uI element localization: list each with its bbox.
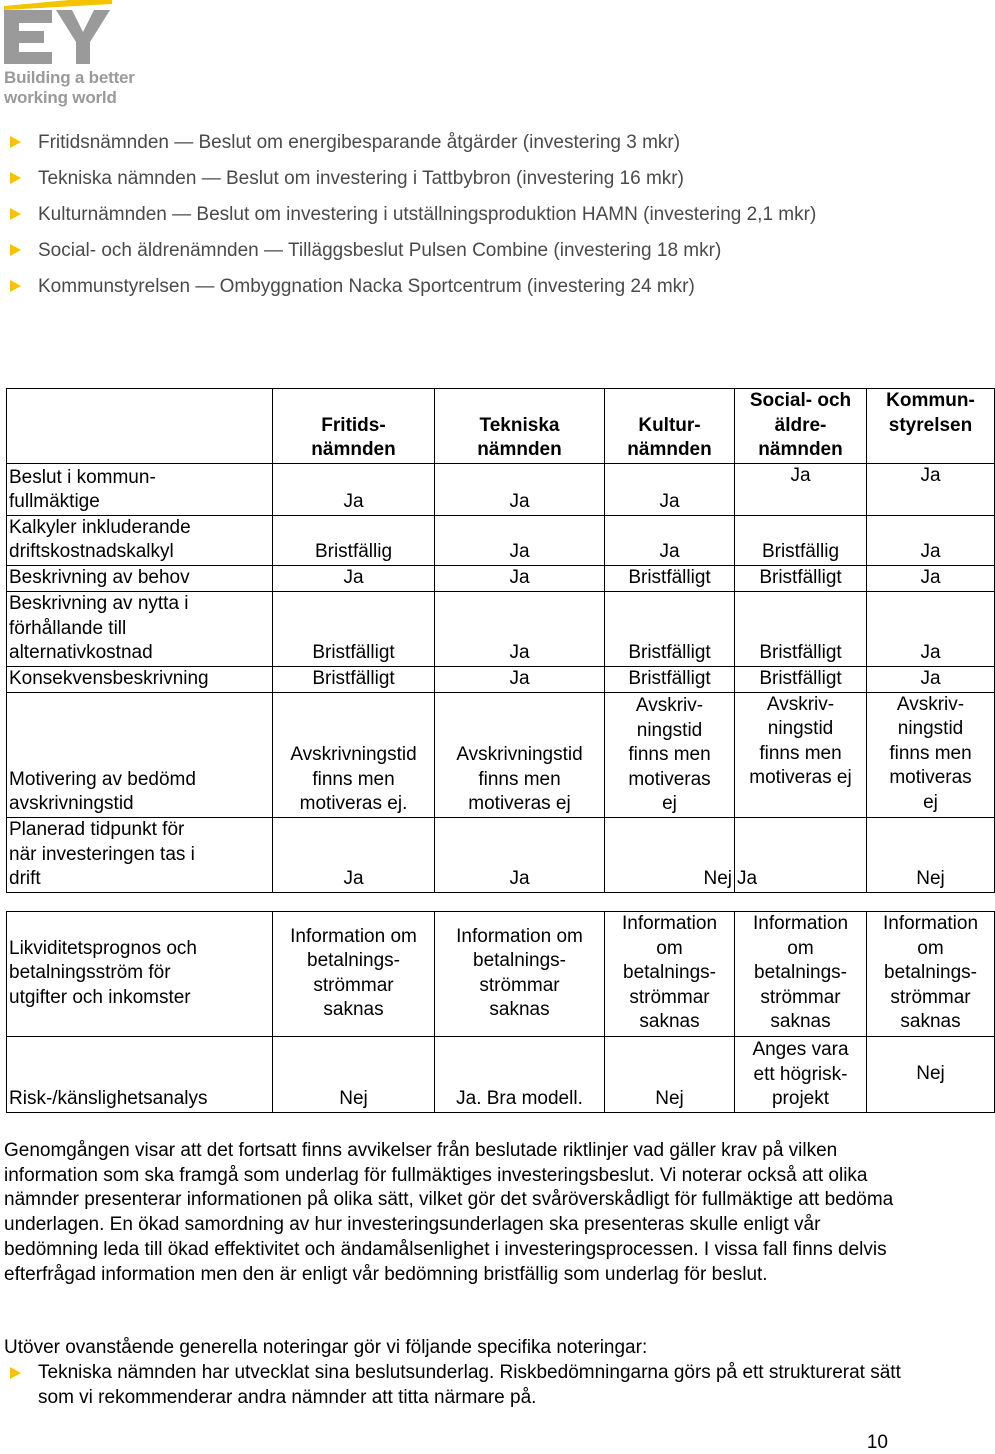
list-item xyxy=(8,1361,908,1410)
row-label: Motivering av bedömd avskrivningstid xyxy=(7,692,273,817)
bullet-triangle-icon xyxy=(10,172,21,184)
table-cell: Ja xyxy=(273,463,435,515)
row-label: Kalkyler inkluderande driftskostnadskalkyl xyxy=(7,515,273,565)
specific-notes-list xyxy=(8,1361,908,1410)
column-header: Tekniska nämnden xyxy=(435,389,605,464)
row-label: Planerad tidpunkt för när investeringen tas i drift xyxy=(7,817,273,892)
list-item xyxy=(8,274,908,299)
table-row xyxy=(7,666,995,692)
table-cell: Bristfällig xyxy=(735,515,867,565)
table-cell: Ja xyxy=(735,463,867,515)
column-header: Kommun- styrelsen xyxy=(867,389,995,464)
table-cell: Ja xyxy=(435,515,605,565)
table-cell: Ja xyxy=(273,817,435,892)
table-cell: Bristfälligt xyxy=(605,591,735,666)
table-cell: Bristfälligt xyxy=(735,591,867,666)
table-cell: Avskriv- ningstid finns men motiveras ej xyxy=(867,692,995,817)
page-number: 10 xyxy=(866,1432,888,1453)
table-cell: Ja xyxy=(435,666,605,692)
table-cell: Ja xyxy=(435,591,605,666)
tagline-line-1: Building a better xyxy=(4,68,135,87)
table-cell: Ja xyxy=(605,515,735,565)
table-cell: Bristfälligt xyxy=(735,666,867,692)
bullet-triangle-icon xyxy=(10,208,21,220)
table-row xyxy=(7,591,995,666)
table-cell: Ja xyxy=(435,565,605,591)
table-cell: Bristfälligt xyxy=(605,565,735,591)
table-cell: Avskriv- ningstid finns men motiveras ej xyxy=(605,692,735,817)
table-row xyxy=(7,515,995,565)
table-row xyxy=(7,817,995,892)
table-cell: Ja xyxy=(867,515,995,565)
table-cell: Ja xyxy=(273,565,435,591)
row-label: Beskrivning av nytta i förhållande till alternativkostnad xyxy=(7,591,273,666)
table-cell: Ja xyxy=(435,463,605,515)
list-item-text: Kommunstyrelsen — Ombyggnation Nacka Sportcentrum (investering 24 mkr) xyxy=(38,276,695,297)
decision-list xyxy=(8,130,908,310)
table-cell: Avskriv- ningstid finns men motiveras ej xyxy=(735,692,867,817)
table-cell: Avskrivningstid finns men motiveras ej. xyxy=(273,692,435,817)
header-empty-cell xyxy=(7,389,273,464)
table-cell: Ja xyxy=(867,463,995,515)
list-item xyxy=(8,202,908,227)
ey-logo-mark xyxy=(4,2,114,68)
bullet-triangle-icon xyxy=(10,136,21,148)
table-cell: Information om betalnings- strömmar saknas xyxy=(735,911,867,1036)
table-cell: Ja xyxy=(735,817,867,892)
table-cell: Bristfälligt xyxy=(273,591,435,666)
list-item-text: Tekniska nämnden har utvecklat sina beslutsunderlag. Riskbedömningarna görs på ett strukturerat sätt som vi rekommenderar andra nämnder att titta närmare på. xyxy=(38,1362,901,1408)
column-header: Social- och äldre- nämnden xyxy=(735,389,867,464)
table-cell: Bristfällig xyxy=(273,515,435,565)
table-cell: Bristfälligt xyxy=(605,666,735,692)
table-cell: Ja xyxy=(867,666,995,692)
bullet-triangle-icon xyxy=(10,280,21,292)
table-cell: Information om betalnings- strömmar saknas xyxy=(273,911,435,1036)
row-label: Likviditetsprognos och betalningsström för utgifter och inkomster xyxy=(7,911,273,1036)
list-item-text: Kulturnämnden — Beslut om investering i utställningsproduktion HAMN (investering 2,1 mkr) xyxy=(38,204,817,225)
table-cell: Ja xyxy=(867,591,995,666)
table-cell: Bristfälligt xyxy=(735,565,867,591)
table-cell: Nej xyxy=(867,817,995,892)
ey-tagline xyxy=(4,68,135,108)
table-cell: Ja. Bra modell. xyxy=(435,1036,605,1112)
bullet-triangle-icon xyxy=(10,244,21,256)
list-item xyxy=(8,166,908,191)
list-item xyxy=(8,238,908,263)
table-cell: Ja xyxy=(605,463,735,515)
table-cell: Nej xyxy=(867,1036,995,1112)
table-row xyxy=(7,911,995,1036)
table-row xyxy=(7,1036,995,1112)
table-cell: Nej xyxy=(605,817,735,892)
table-cell: Anges vara ett högrisk- projekt xyxy=(735,1036,867,1112)
row-label: Konsekvensbeskrivning xyxy=(7,666,273,692)
row-label: Beskrivning av behov xyxy=(7,565,273,591)
spacer-cell xyxy=(7,892,995,911)
column-header: Kultur- nämnden xyxy=(605,389,735,464)
tagline-line-2: working world xyxy=(4,88,117,107)
table-row xyxy=(7,692,995,817)
assessment-table xyxy=(6,388,995,1113)
row-label: Risk-/känslighetsanalys xyxy=(7,1036,273,1112)
table-row xyxy=(7,565,995,591)
table-cell: Avskrivningstid finns men motiveras ej xyxy=(435,692,605,817)
table-cell: Nej xyxy=(273,1036,435,1112)
list-item xyxy=(8,130,908,155)
bullet-triangle-icon xyxy=(10,1367,21,1379)
row-label: Beslut i kommun- fullmäktige xyxy=(7,463,273,515)
table-cell: Information om betalnings- strömmar saknas xyxy=(435,911,605,1036)
table-cell: Bristfälligt xyxy=(273,666,435,692)
table-cell: Nej xyxy=(605,1036,735,1112)
table-cell: Information om betalnings- strömmar saknas xyxy=(605,911,735,1036)
summary-paragraph: Genomgången visar att det fortsatt finns avvikelser från beslutade riktlinjer vad gäller krav på vilken information som ska framgå som underlag för fullmäktiges investeringsbeslut. Vi noterar också att olika nämnder presenterar informationen på olika sätt, vilket gör det svåröverskådligt för fullmäktige att bedöma underlagen. En ökad samordning av hur investeringsunderlagen ska presenteras skulle enligt vår bedömning leda till ökad effektivitet och ändamålsenlighet i investeringsprocessen. I vissa fall finns delvis efterfrågad information men den är enligt vår bedömning bristfällig som underlag för beslut. xyxy=(4,1140,894,1285)
table-cell: Information om betalnings- strömmar saknas xyxy=(867,911,995,1036)
list-item-text: Fritidsnämnden — Beslut om energibesparande åtgärder (investering 3 mkr) xyxy=(38,132,681,153)
list-item-text: Tekniska nämnden — Beslut om investering i Tattbybron (investering 16 mkr) xyxy=(38,168,684,189)
table-spacer-row xyxy=(7,892,995,911)
table-row xyxy=(7,463,995,515)
list-item-text: Social- och äldrenämnden — Tilläggsbeslut Pulsen Combine (investering 18 mkr) xyxy=(38,240,722,261)
notes-intro: Utöver ovanstående generella noteringar gör vi följande specifika noteringar: xyxy=(4,1337,648,1358)
table-cell: Ja xyxy=(867,565,995,591)
table-cell: Ja xyxy=(435,817,605,892)
table-header-row xyxy=(7,389,995,464)
ey-logo xyxy=(4,2,164,68)
column-header: Fritids- nämnden xyxy=(273,389,435,464)
